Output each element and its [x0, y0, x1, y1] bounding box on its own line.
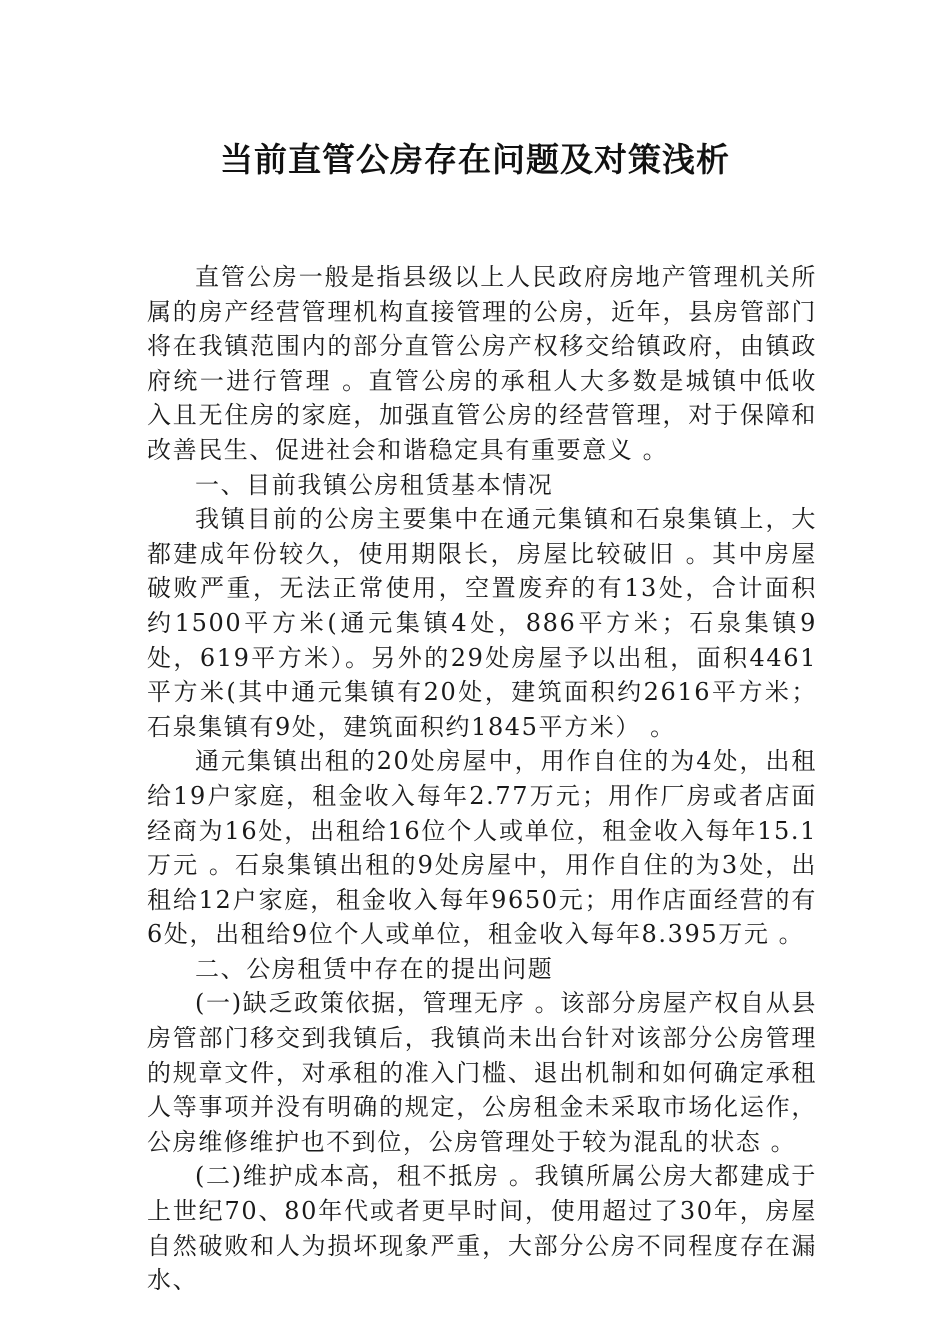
- paragraph-rental-details: 通元集镇出租的20处房屋中，用作自住的为4处，出租给19户家庭，租金收入每年2.77万元；用作厂房或者店面经商为16处，出租给16位个人或单位，租金收入每年15.1万元 。石泉集镇出租的9处房屋中，用作自住的为3处，出租给12户家庭，租金收入每年9650元；用作店面经营的有6处，出租给9位个人或单位，租金收入每年8.395万元 。: [147, 747, 817, 949]
- paragraph-situation: 我镇目前的公房主要集中在通元集镇和石泉集镇上，大都建成年份较久，使用期限长，房屋比较破旧 。其中房屋破败严重，无法正常使用，空置废弃的有13处，合计面积约1500平方米(通元集镇4处，886平方米；石泉集镇9处，619平方米）。另外的29处房屋予以出租，面积4461平方米(其中通元集镇有20处，建筑面积约2616平方米；石泉集镇有9处，建筑面积约1845平方米） 。: [147, 505, 817, 741]
- section-heading-1: 一、目前我镇公房租赁基本情况: [195, 470, 554, 499]
- paragraph-problem-2: (二)维护成本高，租不抵房 。我镇所属公房大都建成于上世纪70、80年代或者更早时间，使用超过了30年，房屋自然破败和人为损坏现象严重，大部分公房不同程度存在漏水、: [147, 1162, 817, 1295]
- document-title: 当前直管公房存在问题及对策浅析: [220, 140, 730, 179]
- section-heading-2: 二、公房租赁中存在的提出问题: [195, 954, 554, 983]
- paragraph-intro: 直管公房一般是指县级以上人民政府房地产管理机关所属的房产经营管理机构直接管理的公房，近年，县房管部门将在我镇范围内的部分直管公房产权移交给镇政府，由镇政府统一进行管理 。直管公房的承租人大多数是城镇中低收入且无住房的家庭，加强直管公房的经营管理，对于保障和改善民生、促进社会和谐稳定具有重要意义 。: [147, 263, 817, 464]
- document-body: [147, 260, 817, 1298]
- paragraph-problem-1: (一)缺乏政策依据，管理无序 。该部分房屋产权自从县房管部门移交到我镇后，我镇尚未出台针对该部分公房管理的规章文件，对承租的准入门槛、退出机制和如何确定承租人等事项并没有明确的规定，公房租金未采取市场化运作，公房维修维护也不到位，公房管理处于较为混乱的状态 。: [147, 989, 817, 1156]
